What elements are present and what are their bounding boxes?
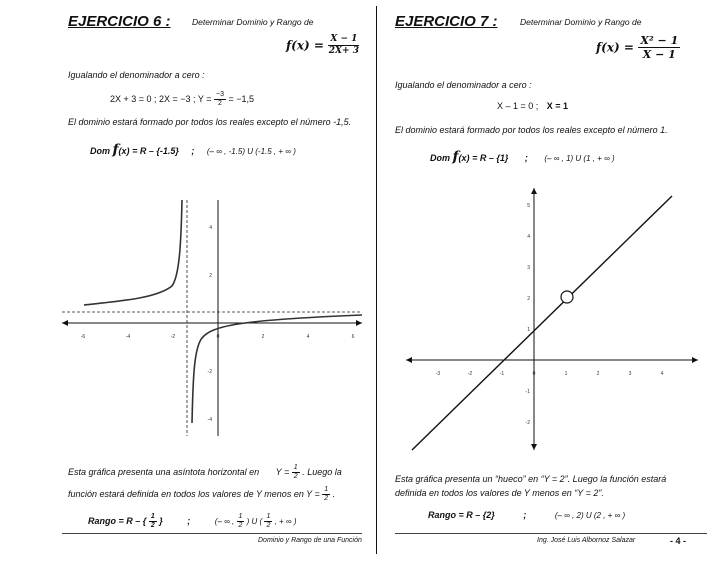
ex7-x-tick-label: 2 bbox=[596, 371, 600, 377]
ex7-y-tick-label: -1 bbox=[525, 389, 530, 395]
ex6-rango-half-num: 1 bbox=[150, 513, 155, 520]
ex6-range-text-1c: . Luego la bbox=[302, 466, 342, 477]
ex7-dom-f: f bbox=[452, 149, 459, 165]
ex6-y-tick-label: 2 bbox=[209, 273, 212, 279]
ex6-rango-int-den-1: 2 bbox=[238, 522, 243, 530]
ex7-fx-label: f(x) = bbox=[596, 40, 634, 55]
ex7-range-text-2: definida en todos los valores de Y menos en “Y = 2”. bbox=[395, 488, 604, 498]
page-number: - 4 - bbox=[670, 536, 687, 546]
ex6-range-text-1b: Y = bbox=[275, 466, 290, 477]
ex7-y-axis-arrow-up bbox=[531, 188, 537, 194]
ex6-domain-result bbox=[90, 142, 296, 158]
ex6-x-tick-label: 2 bbox=[261, 334, 265, 340]
ex6-dom-interval: (– ∞ , -1.5) U (-1.5 , + ∞ ) bbox=[206, 147, 296, 156]
ex6-x-tick-label: 0 bbox=[216, 334, 220, 340]
ex6-rango-set-b: } bbox=[159, 515, 163, 526]
ex6-x-tick-label: -6 bbox=[80, 334, 86, 340]
ex7-footer-author: Ing. José Luis Albornoz Salazar bbox=[537, 537, 636, 544]
ex6-eq-frac-den: 2 bbox=[218, 100, 222, 107]
ex7-instruction: Determinar Dominio y Rango de bbox=[520, 17, 642, 27]
ex6-rango-int-num-2: 1 bbox=[266, 513, 271, 521]
ex6-fx-den: 2X+ 3 bbox=[328, 46, 359, 56]
ex7-y-tick-label: 4 bbox=[527, 234, 530, 240]
ex6-x-tick-label: -4 bbox=[125, 334, 131, 340]
ex6-rango-int-c: , + ∞ ) bbox=[274, 516, 297, 526]
ex7-domain-text: El dominio estará formado por todos los reales excepto el número 1. bbox=[395, 125, 668, 135]
ex7-hole-marker bbox=[561, 291, 573, 303]
ex6-rango-int-a: (– ∞ , bbox=[214, 516, 235, 526]
ex7-fx-den: X − 1 bbox=[642, 48, 676, 61]
ex7-y-tick-label: 3 bbox=[527, 265, 530, 271]
ex6-range-text-2a: función estará definida en todos los valores de Y menos en bbox=[68, 488, 304, 499]
ex7-dom-sep: ; bbox=[524, 153, 528, 163]
ex6-graph bbox=[62, 198, 362, 438]
ex6-fx-num: X − 1 bbox=[330, 34, 358, 44]
ex7-x-tick-label: 1 bbox=[564, 371, 568, 377]
ex6-half-den-2: 2 bbox=[324, 495, 329, 502]
ex6-dom-set: = R – {-1.5} bbox=[132, 146, 179, 156]
ex6-eq-frac-num: −3 bbox=[216, 91, 224, 98]
ex6-fx-label: f(x) = bbox=[286, 38, 324, 53]
ex7-dom-x: (x) bbox=[458, 153, 470, 163]
ex7-rango-interval: (– ∞ , 2) U (2 , + ∞ ) bbox=[554, 511, 626, 520]
ex6-range-text-1 bbox=[68, 464, 342, 481]
ex6-instruction: Determinar Dominio y Rango de bbox=[192, 17, 314, 27]
ex6-rango-int-num-1: 1 bbox=[238, 513, 243, 521]
ex6-rango-int-b: ) U ( bbox=[246, 516, 263, 526]
ex7-x-axis-arrow-left bbox=[406, 357, 412, 363]
ex7-dom-interval: (– ∞ , 1) U (1 , + ∞ ) bbox=[544, 154, 615, 163]
ex7-eq-part: X – 1 = 0 ; bbox=[497, 101, 539, 111]
ex6-rango-half-den: 2 bbox=[150, 522, 155, 529]
ex7-equating: Igualando el denominador a cero : bbox=[395, 80, 532, 90]
ex7-rango-set: R – {2} bbox=[466, 510, 495, 520]
ex6-y-tick-label: -2 bbox=[207, 369, 212, 375]
ex7-x-tick-label: -2 bbox=[467, 371, 473, 377]
ex6-rango-sep: ; bbox=[187, 515, 191, 526]
ex6-x-axis-arrow-left bbox=[62, 320, 68, 326]
ex7-range-result bbox=[428, 510, 625, 520]
ex7-x-tick-label: 4 bbox=[660, 371, 664, 377]
ex7-function bbox=[596, 34, 680, 61]
ex6-x-tick-label: 6 bbox=[351, 334, 355, 340]
ex6-dom-sep: ; bbox=[191, 146, 195, 156]
ex7-y-tick-label: 1 bbox=[527, 327, 530, 333]
ex7-dom-set: = R – {1} bbox=[472, 153, 509, 163]
ex6-rango-set-a: R – { bbox=[126, 515, 147, 526]
ex6-rango-int-den-2: 2 bbox=[266, 522, 271, 530]
ex7-equation bbox=[497, 101, 568, 111]
ex6-eq-part: 2X + 3 = 0 ; 2X = −3 ; Y = bbox=[110, 93, 212, 104]
ex7-rango-sep: ; bbox=[523, 510, 527, 520]
ex6-title: EJERCICIO 6 : bbox=[68, 13, 171, 30]
ex6-y-tick-label: 4 bbox=[209, 225, 212, 231]
ex6-range-text-2b: Y = bbox=[306, 488, 320, 499]
ex6-x-axis-arrow-right bbox=[356, 320, 362, 326]
ex6-range-text-2: función estará definida en todos los valores de Y menos en Y = $\frac{1}{2}$ . bbox=[68, 486, 336, 502]
ex6-eq-result: = −1,5 bbox=[228, 93, 255, 104]
ex6-half-den-1: 2 bbox=[293, 473, 298, 480]
ex7-x-tick-label: -3 bbox=[435, 371, 441, 377]
ex7-graph bbox=[402, 184, 702, 454]
ex6-half-num-2: 1 bbox=[324, 486, 329, 493]
ex7-footer-rule bbox=[395, 533, 707, 534]
ex7-x-tick-label: -1 bbox=[499, 371, 505, 377]
ex7-x-tick-label: 3 bbox=[628, 371, 632, 377]
ex6-dom-label: Dom bbox=[90, 146, 110, 156]
ex7-x-tick-label: 0 bbox=[532, 371, 536, 377]
ex7-dom-label: Dom bbox=[430, 153, 450, 163]
ex7-eq-result: X = 1 bbox=[546, 101, 569, 111]
ex6-range-text-1a: Esta gráfica presenta una asíntota horizontal en bbox=[68, 466, 260, 477]
ex7-title: EJERCICIO 7 : bbox=[395, 13, 498, 30]
ex6-equation bbox=[110, 91, 254, 108]
ex7-fx-num: X² − 1 bbox=[640, 34, 679, 47]
ex6-rango-label: Rango = bbox=[88, 515, 124, 526]
column-divider bbox=[376, 6, 377, 554]
ex7-x-axis-arrow-right bbox=[692, 357, 698, 363]
ex6-curve-left bbox=[84, 200, 182, 305]
ex7-y-tick-label: 5 bbox=[527, 203, 530, 209]
ex7-range-text-1: Esta gráfica presenta un “hueco” en “Y = 2”. Luego la función estará bbox=[395, 474, 667, 484]
ex6-half-num-1: 1 bbox=[293, 464, 298, 471]
ex7-line bbox=[412, 196, 672, 450]
ex6-x-tick-label: 4 bbox=[306, 334, 310, 340]
ex6-equating: Igualando el denominador a cero : bbox=[68, 70, 205, 80]
ex6-dom-f: f bbox=[112, 142, 119, 158]
ex7-y-tick-label: -2 bbox=[525, 420, 530, 426]
ex6-domain-text: El dominio estará formado por todos los reales excepto el número -1,5. bbox=[68, 117, 352, 127]
ex7-rango-label: Rango = bbox=[428, 510, 464, 520]
ex7-y-axis-arrow-down bbox=[531, 444, 537, 450]
ex6-function bbox=[286, 34, 359, 57]
ex7-y-tick-label: 2 bbox=[527, 296, 530, 302]
ex6-y-tick-label: -4 bbox=[207, 417, 212, 423]
ex6-range-result bbox=[88, 513, 297, 530]
ex7-domain-result bbox=[430, 149, 615, 165]
ex6-dom-x: (x) bbox=[118, 146, 130, 156]
ex6-x-tick-label: -2 bbox=[170, 334, 176, 340]
ex6-footer-rule bbox=[62, 533, 362, 534]
ex6-footer: Dominio y Rango de una Función bbox=[258, 537, 362, 544]
